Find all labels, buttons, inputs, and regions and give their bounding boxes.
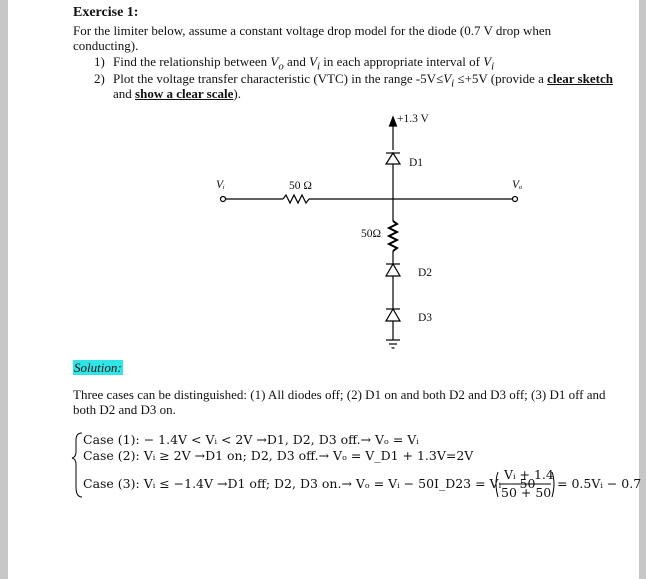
shunt-resistor-label: 50Ω [361,228,382,240]
series-resistor-label: 50 Ω [289,180,312,192]
series-resistor [283,195,309,203]
vi-label: Vᵢ [216,179,225,191]
supply-arrow [390,117,397,126]
vo-label: Vₒ [512,179,523,191]
d2-diode-symbol [386,264,400,276]
d1-label: D1 [409,157,424,169]
d3-label: D3 [418,312,433,324]
solution-summary-line-1: Three cases can be distinguished: (1) All diodes off; (2) D1 on and both D2 and D3 off; (3) D1 off and [73,387,606,402]
shunt-resistor [389,221,397,251]
item-2-text-line-1: Plot the voltage transfer characteristic (VTC) in the range $-5V\le V_i \le+5V$ (provide a clear sketch [113,71,613,90]
supply-label: +1.3 V [397,113,429,125]
solution-summary-line-2: both D2 and D3 on. [73,402,176,417]
intro-line-2: conducting). [73,38,139,53]
intro-line-1: For the limiter below, assume a constant voltage drop model for the diode (0.7 V drop when [73,23,552,38]
case-2-equation: Case (2): Vᵢ ≥ 2V →D1 on; D2, D3 off.→ Vₒ = V_D1 + 1.3V=2V [83,448,474,463]
item-1-number: 1) [94,54,105,69]
vo-terminal [513,197,518,202]
exercise-title: Exercise 1: [73,5,139,20]
case-1-equation: Case (1): − 1.4V < Vᵢ < 2V →D1, D2, D3 off.→ Vₒ = Vᵢ [83,432,419,447]
item-2-text-line-2: and show a clear scale). [113,86,241,101]
case-3-numerator: Vᵢ + 1.4 [504,467,554,482]
item-2-number: 2) [94,71,105,86]
case-3-result: = 0.5Vᵢ − 0.7 [557,476,642,491]
case-3-denominator: 50 + 50 [501,485,552,500]
d2-label: D2 [418,267,433,279]
solution-tag: Solution: [74,360,122,375]
vi-terminal [221,197,226,202]
case-3-equation: Case (3): Vᵢ ≤ −1.4V →D1 off; D2, D3 on.→ Vₒ = Vᵢ − 50I_D23 = Vᵢ − 50 [83,476,536,491]
d3-diode-symbol [386,309,400,321]
d1-diode-symbol [386,153,400,164]
item-1-text: Find the relationship between $V_o$ and $V_i$ in each appropriate interval of $V_i$ [113,54,495,73]
